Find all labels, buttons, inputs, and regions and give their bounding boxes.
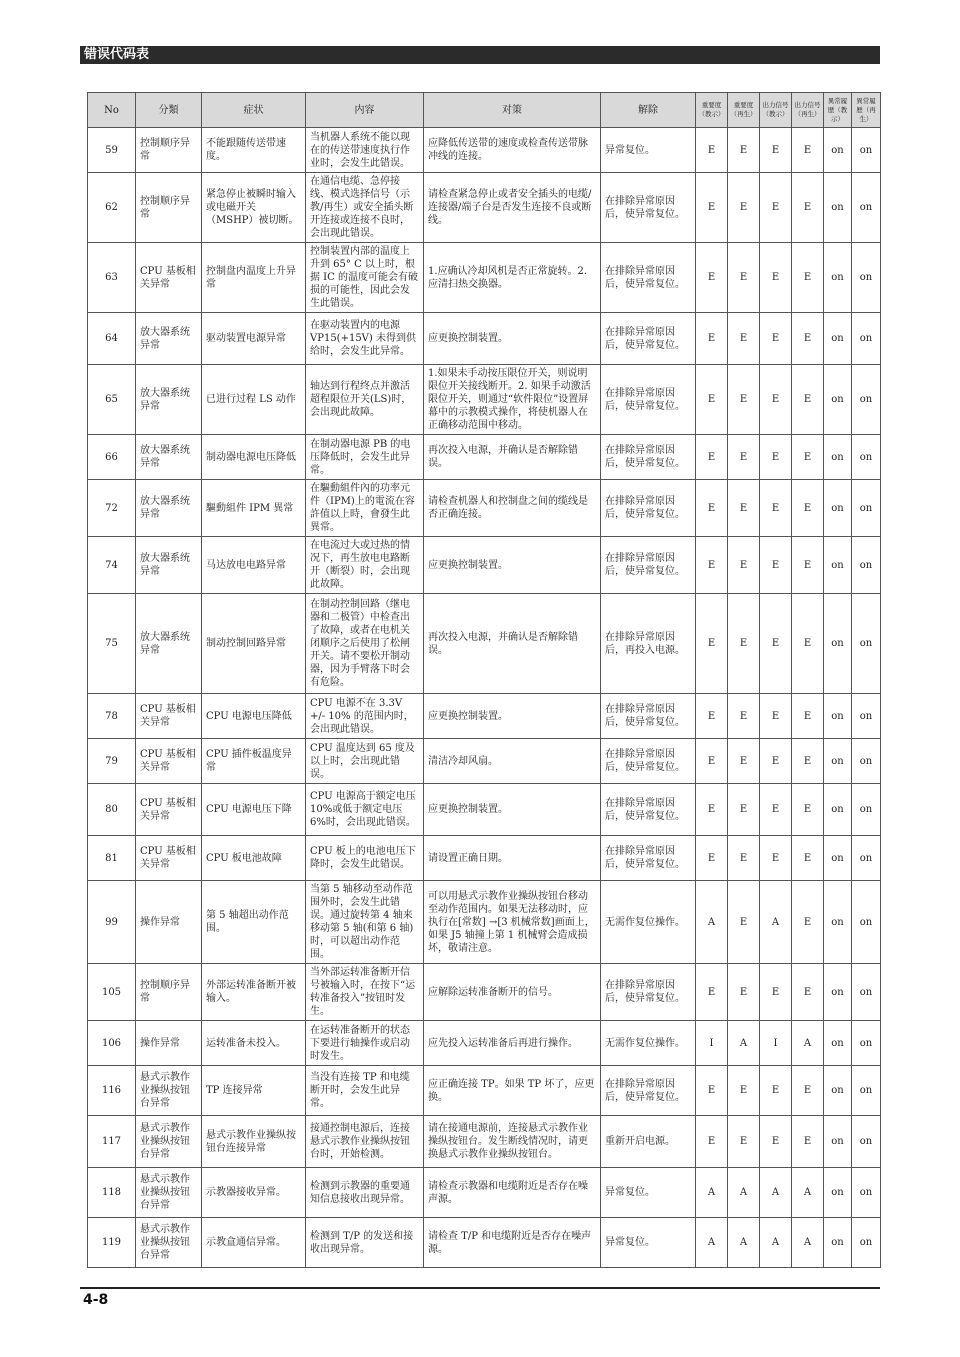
cell-no: 105 bbox=[88, 964, 136, 1021]
cell-content: CPU 板上的电池电压下降时，会发生此错误。 bbox=[306, 836, 424, 881]
cell-history-teach: on bbox=[824, 739, 852, 784]
cell-no: 65 bbox=[88, 365, 136, 435]
col-header-severity-play: 重要度（再生） bbox=[728, 93, 760, 128]
cell-release: 在排除异常原因后，使异常复位。 bbox=[601, 435, 696, 480]
cell-no: 79 bbox=[88, 739, 136, 784]
cell-countermeasure: 请检查 T/P 和电缆附近是否存在噪声源。 bbox=[424, 1218, 601, 1268]
cell-output-play: E bbox=[792, 1116, 824, 1168]
col-header-history-play: 異常履歴（再生） bbox=[852, 93, 881, 128]
cell-output-teach: E bbox=[760, 784, 792, 836]
cell-history-play: on bbox=[852, 243, 881, 313]
cell-no: 116 bbox=[88, 1066, 136, 1116]
cell-content: 在驅動組件內的功率元件（IPM)上的電流在容許值以上時，會發生此異常。 bbox=[306, 480, 424, 537]
cell-output-play: E bbox=[792, 836, 824, 881]
error-code-table bbox=[87, 92, 881, 1268]
cell-category: 放大器系统异常 bbox=[136, 594, 202, 694]
cell-history-teach: on bbox=[824, 1066, 852, 1116]
cell-no: 66 bbox=[88, 435, 136, 480]
cell-countermeasure: 清洁冷却风扇。 bbox=[424, 739, 601, 784]
cell-symptom: 示教盒通信异常。 bbox=[202, 1218, 306, 1268]
cell-output-teach: E bbox=[760, 1116, 792, 1168]
cell-output-play: E bbox=[792, 784, 824, 836]
cell-history-play: on bbox=[852, 881, 881, 964]
table-row bbox=[88, 243, 881, 313]
cell-severity-teach: E bbox=[696, 243, 728, 313]
cell-category: 放大器系统异常 bbox=[136, 537, 202, 594]
cell-content: 控制装置内部的温度上升到 65° C 以上时，根据 IC 的温度可能会有破损的可能性，因此会发生此错误。 bbox=[306, 243, 424, 313]
cell-release: 在排除异常原因后，再投入电源。 bbox=[601, 594, 696, 694]
cell-output-play: E bbox=[792, 480, 824, 537]
cell-category: 悬式示教作业操纵按钮台异常 bbox=[136, 1218, 202, 1268]
table-row bbox=[88, 964, 881, 1021]
cell-history-play: on bbox=[852, 784, 881, 836]
cell-history-teach: on bbox=[824, 694, 852, 739]
cell-output-teach: E bbox=[760, 173, 792, 243]
cell-output-teach: A bbox=[760, 1218, 792, 1268]
cell-content: 检测到 T/P 的发送和接收出现异常。 bbox=[306, 1218, 424, 1268]
cell-release: 无需作复位操作。 bbox=[601, 1021, 696, 1066]
table-row bbox=[88, 365, 881, 435]
cell-symptom: 紧急停止被瞬时输入或电磁开关（MSHP）被切断。 bbox=[202, 173, 306, 243]
cell-history-play: on bbox=[852, 739, 881, 784]
cell-symptom: 驱动装置电源异常 bbox=[202, 313, 306, 365]
cell-severity-teach: E bbox=[696, 694, 728, 739]
cell-release: 在排除异常原因后，使异常复位。 bbox=[601, 964, 696, 1021]
cell-history-teach: on bbox=[824, 881, 852, 964]
cell-category: CPU 基板相关异常 bbox=[136, 836, 202, 881]
table-row bbox=[88, 881, 881, 964]
cell-release: 在排除异常原因后，使异常复位。 bbox=[601, 480, 696, 537]
cell-severity-play: E bbox=[728, 1066, 760, 1116]
cell-severity-teach: E bbox=[696, 739, 728, 784]
cell-countermeasure: 请检查示教器和电缆附近是否存在噪声源。 bbox=[424, 1168, 601, 1218]
cell-severity-play: E bbox=[728, 739, 760, 784]
cell-output-teach: I bbox=[760, 1021, 792, 1066]
cell-output-teach: E bbox=[760, 537, 792, 594]
cell-output-play: E bbox=[792, 435, 824, 480]
table-row bbox=[88, 537, 881, 594]
cell-category: 悬式示教作业操纵按钮台异常 bbox=[136, 1168, 202, 1218]
cell-history-play: on bbox=[852, 537, 881, 594]
cell-output-teach: E bbox=[760, 435, 792, 480]
cell-release: 异常复位。 bbox=[601, 1218, 696, 1268]
cell-release: 在排除异常原因后，使异常复位。 bbox=[601, 694, 696, 739]
cell-release: 在排除异常原因后，使异常复位。 bbox=[601, 537, 696, 594]
cell-history-play: on bbox=[852, 1116, 881, 1168]
table-row bbox=[88, 313, 881, 365]
cell-category: 控制顺序异常 bbox=[136, 128, 202, 173]
cell-category: CPU 基板相关异常 bbox=[136, 694, 202, 739]
col-header-countermeasure: 对策 bbox=[424, 93, 601, 128]
col-header-severity-teach: 重要度（教示） bbox=[696, 93, 728, 128]
cell-history-play: on bbox=[852, 313, 881, 365]
cell-release: 无需作复位操作。 bbox=[601, 881, 696, 964]
cell-countermeasure: 应降低传送带的速度或检查传送带脉冲线的连接。 bbox=[424, 128, 601, 173]
cell-output-teach: E bbox=[760, 694, 792, 739]
cell-content: CPU 电源不在 3.3V +/- 10% 的范围内时，会出现此错误。 bbox=[306, 694, 424, 739]
cell-history-teach: on bbox=[824, 128, 852, 173]
cell-severity-play: E bbox=[728, 694, 760, 739]
cell-no: 75 bbox=[88, 594, 136, 694]
cell-no: 99 bbox=[88, 881, 136, 964]
table-header-row bbox=[88, 93, 881, 128]
cell-countermeasure: 应更换控制装置。 bbox=[424, 784, 601, 836]
cell-category: CPU 基板相关异常 bbox=[136, 784, 202, 836]
col-header-symptom: 症状 bbox=[202, 93, 306, 128]
cell-output-teach: E bbox=[760, 836, 792, 881]
cell-symptom: 马达放电电路异常 bbox=[202, 537, 306, 594]
cell-severity-teach: E bbox=[696, 435, 728, 480]
table-row bbox=[88, 128, 881, 173]
cell-history-teach: on bbox=[824, 1116, 852, 1168]
cell-no: 72 bbox=[88, 480, 136, 537]
cell-countermeasure: 1.如果未手动按压限位开关，则说明限位开关接线断开。2. 如果手动激活限位开关，则通过“软件限位”设置屏幕中的示教模式操作，将使机器人在正确移动范围中移动。 bbox=[424, 365, 601, 435]
cell-no: 78 bbox=[88, 694, 136, 739]
cell-symptom: 外部运转准备断开被输入。 bbox=[202, 964, 306, 1021]
cell-history-teach: on bbox=[824, 1168, 852, 1218]
cell-countermeasure: 应正确连接 TP。如果 TP 坏了，应更换。 bbox=[424, 1066, 601, 1116]
cell-history-teach: on bbox=[824, 1218, 852, 1268]
cell-severity-play: E bbox=[728, 537, 760, 594]
cell-output-teach: E bbox=[760, 480, 792, 537]
cell-symptom: 已进行过程 LS 动作 bbox=[202, 365, 306, 435]
cell-output-play: A bbox=[792, 1021, 824, 1066]
cell-no: 119 bbox=[88, 1218, 136, 1268]
col-header-no: No bbox=[88, 93, 136, 128]
cell-history-play: on bbox=[852, 1168, 881, 1218]
cell-history-teach: on bbox=[824, 313, 852, 365]
cell-severity-teach: A bbox=[696, 1168, 728, 1218]
cell-content: 检测到示教器的重要通知信息接收出现异常。 bbox=[306, 1168, 424, 1218]
cell-output-play: E bbox=[792, 243, 824, 313]
cell-countermeasure: 应先投入运转准备后再进行操作。 bbox=[424, 1021, 601, 1066]
table-row bbox=[88, 435, 881, 480]
cell-release: 异常复位。 bbox=[601, 128, 696, 173]
cell-severity-teach: E bbox=[696, 836, 728, 881]
cell-history-teach: on bbox=[824, 480, 852, 537]
cell-countermeasure: 可以用悬式示教作业操纵按钮台移动至动作范围内。如果无法移动时，应执行在[常数] →[3 机械常数]画面上，如果 J5 轴撞上第 1 机械臂会造成损坏，敬请注意。 bbox=[424, 881, 601, 964]
cell-release: 在排除异常原因后，使异常复位。 bbox=[601, 243, 696, 313]
cell-history-play: on bbox=[852, 1066, 881, 1116]
cell-severity-play: E bbox=[728, 365, 760, 435]
cell-severity-teach: E bbox=[696, 537, 728, 594]
cell-history-play: on bbox=[852, 836, 881, 881]
cell-symptom: 制动控制回路异常 bbox=[202, 594, 306, 694]
cell-output-teach: E bbox=[760, 964, 792, 1021]
cell-severity-play: E bbox=[728, 480, 760, 537]
cell-severity-teach: E bbox=[696, 594, 728, 694]
cell-no: 80 bbox=[88, 784, 136, 836]
cell-no: 59 bbox=[88, 128, 136, 173]
cell-content: 当没有连接 TP 和电缆断开时，会发生此异常。 bbox=[306, 1066, 424, 1116]
cell-output-teach: A bbox=[760, 881, 792, 964]
cell-no: 74 bbox=[88, 537, 136, 594]
col-header-output-teach: 出力信号（教示） bbox=[760, 93, 792, 128]
cell-history-teach: on bbox=[824, 243, 852, 313]
cell-severity-play: E bbox=[728, 836, 760, 881]
cell-severity-play: E bbox=[728, 435, 760, 480]
cell-countermeasure: 请在接通电源前，连接悬式示教作业操纵按钮台。发生断线情况时，请更换悬式示教作业操纵按钮台。 bbox=[424, 1116, 601, 1168]
cell-category: 控制顺序异常 bbox=[136, 173, 202, 243]
table-row bbox=[88, 1116, 881, 1168]
cell-severity-play: E bbox=[728, 128, 760, 173]
cell-output-teach: E bbox=[760, 739, 792, 784]
cell-severity-play: E bbox=[728, 881, 760, 964]
cell-severity-teach: E bbox=[696, 128, 728, 173]
cell-countermeasure: 请检查机器人和控制盘之间的缆线是否正确连接。 bbox=[424, 480, 601, 537]
cell-history-teach: on bbox=[824, 365, 852, 435]
cell-symptom: 第 5 轴超出动作范围。 bbox=[202, 881, 306, 964]
cell-content: 在驱动装置内的电源 VP15(+15V) 未得到供给时，会发生此异常。 bbox=[306, 313, 424, 365]
cell-category: CPU 基板相关异常 bbox=[136, 739, 202, 784]
cell-no: 81 bbox=[88, 836, 136, 881]
cell-content: CPU 电源高于额定电压 10%或低于额定电压 6%时，会出现此错误。 bbox=[306, 784, 424, 836]
cell-output-play: E bbox=[792, 365, 824, 435]
cell-output-teach: E bbox=[760, 128, 792, 173]
cell-output-teach: A bbox=[760, 1168, 792, 1218]
cell-symptom: 悬式示教作业操纵按钮台连接异常 bbox=[202, 1116, 306, 1168]
cell-severity-play: E bbox=[728, 1116, 760, 1168]
cell-content: 接通控制电源后，连接悬式示教作业操纵按钮台时，开始检测。 bbox=[306, 1116, 424, 1168]
cell-symptom: CPU 电源电压下降 bbox=[202, 784, 306, 836]
table-row bbox=[88, 1168, 881, 1218]
cell-output-play: A bbox=[792, 1218, 824, 1268]
cell-history-teach: on bbox=[824, 964, 852, 1021]
cell-history-teach: on bbox=[824, 537, 852, 594]
cell-content: 当外部运转准备断开信号被输入时，在按下“运转准备投入”按钮时发生。 bbox=[306, 964, 424, 1021]
cell-severity-play: E bbox=[728, 594, 760, 694]
table-row bbox=[88, 173, 881, 243]
cell-symptom: 控制盘内温度上升异常 bbox=[202, 243, 306, 313]
cell-countermeasure: 1.应确认冷却风机是否正常旋转。2.应清扫热交换器。 bbox=[424, 243, 601, 313]
table-row bbox=[88, 1218, 881, 1268]
cell-severity-teach: E bbox=[696, 784, 728, 836]
cell-history-teach: on bbox=[824, 435, 852, 480]
cell-severity-play: A bbox=[728, 1021, 760, 1066]
cell-severity-play: A bbox=[728, 1168, 760, 1218]
cell-history-play: on bbox=[852, 173, 881, 243]
cell-category: 悬式示教作业操纵按钮台异常 bbox=[136, 1066, 202, 1116]
cell-history-teach: on bbox=[824, 173, 852, 243]
cell-severity-teach: E bbox=[696, 173, 728, 243]
cell-history-play: on bbox=[852, 128, 881, 173]
cell-content: 在通信电缆、急停接线、模式选择信号（示教/再生）或安全插头断开连接或连接不良时，会出现此错误。 bbox=[306, 173, 424, 243]
table-row bbox=[88, 1021, 881, 1066]
cell-history-play: on bbox=[852, 1021, 881, 1066]
cell-release: 重新开启电源。 bbox=[601, 1116, 696, 1168]
cell-output-play: E bbox=[792, 694, 824, 739]
cell-severity-teach: I bbox=[696, 1021, 728, 1066]
cell-release: 在排除异常原因后，使异常复位。 bbox=[601, 784, 696, 836]
cell-category: 放大器系统异常 bbox=[136, 313, 202, 365]
page-number: 4-8 bbox=[83, 1292, 109, 1308]
cell-no: 106 bbox=[88, 1021, 136, 1066]
cell-history-play: on bbox=[852, 435, 881, 480]
cell-history-play: on bbox=[852, 694, 881, 739]
cell-output-play: E bbox=[792, 739, 824, 784]
cell-release: 在排除异常原因后，使异常复位。 bbox=[601, 313, 696, 365]
cell-category: 放大器系统异常 bbox=[136, 435, 202, 480]
cell-history-play: on bbox=[852, 365, 881, 435]
cell-symptom: CPU 插件板温度异常 bbox=[202, 739, 306, 784]
table-row bbox=[88, 739, 881, 784]
table-row bbox=[88, 480, 881, 537]
cell-countermeasure: 应更换控制装置。 bbox=[424, 313, 601, 365]
cell-countermeasure: 再次投入电源，并确认是否解除错误。 bbox=[424, 435, 601, 480]
cell-output-play: E bbox=[792, 964, 824, 1021]
cell-severity-play: E bbox=[728, 964, 760, 1021]
cell-category: CPU 基板相关异常 bbox=[136, 243, 202, 313]
col-header-category: 分類 bbox=[136, 93, 202, 128]
col-header-history-teach: 異常履歴（教示） bbox=[824, 93, 852, 128]
cell-countermeasure: 应更换控制装置。 bbox=[424, 537, 601, 594]
cell-severity-teach: E bbox=[696, 480, 728, 537]
table-row bbox=[88, 836, 881, 881]
cell-symptom: TP 连接异常 bbox=[202, 1066, 306, 1116]
cell-symptom: CPU 电源电压降低 bbox=[202, 694, 306, 739]
cell-output-play: E bbox=[792, 313, 824, 365]
cell-history-teach: on bbox=[824, 594, 852, 694]
cell-content: 在运转准备断开的状态下要进行轴操作或启动时发生。 bbox=[306, 1021, 424, 1066]
cell-output-play: E bbox=[792, 594, 824, 694]
cell-category: 放大器系统异常 bbox=[136, 480, 202, 537]
cell-no: 64 bbox=[88, 313, 136, 365]
cell-history-teach: on bbox=[824, 784, 852, 836]
cell-category: 操作异常 bbox=[136, 881, 202, 964]
cell-release: 在排除异常原因后，使异常复位。 bbox=[601, 836, 696, 881]
cell-history-play: on bbox=[852, 964, 881, 1021]
cell-severity-teach: A bbox=[696, 881, 728, 964]
cell-history-play: on bbox=[852, 1218, 881, 1268]
cell-content: 轴达到行程终点并激活超程限位开关(LS)时，会出现此故障。 bbox=[306, 365, 424, 435]
cell-symptom: 驅動組件 IPM 異常 bbox=[202, 480, 306, 537]
table-row bbox=[88, 1066, 881, 1116]
cell-severity-teach: E bbox=[696, 1116, 728, 1168]
cell-history-play: on bbox=[852, 480, 881, 537]
cell-output-teach: E bbox=[760, 313, 792, 365]
col-header-content: 内容 bbox=[306, 93, 424, 128]
cell-severity-teach: A bbox=[696, 1218, 728, 1268]
cell-release: 在排除异常原因后，使异常复位。 bbox=[601, 173, 696, 243]
cell-output-teach: E bbox=[760, 594, 792, 694]
cell-symptom: 不能跟随传送带速度。 bbox=[202, 128, 306, 173]
cell-countermeasure: 再次投入电源，并确认是否解除错误。 bbox=[424, 594, 601, 694]
cell-release: 在排除异常原因后，使异常复位。 bbox=[601, 739, 696, 784]
cell-symptom: 制动器电源电压降低 bbox=[202, 435, 306, 480]
cell-countermeasure: 请设置正确日期。 bbox=[424, 836, 601, 881]
cell-no: 117 bbox=[88, 1116, 136, 1168]
cell-content: 在制动控制回路（继电器和二极管）中检查出了故障，或者在电机关闭顺序之后使用了松闸开关。请不要松开制动器，因为手臂落下时会有危险。 bbox=[306, 594, 424, 694]
cell-release: 在排除异常原因后，使异常复位。 bbox=[601, 1066, 696, 1116]
cell-countermeasure: 请检查紧急停止或者安全插头的电缆/连接器/端子台是否发生连接不良或断线。 bbox=[424, 173, 601, 243]
cell-content: 当机器人系统不能以现在的传送带速度执行作业时，会发生此错误。 bbox=[306, 128, 424, 173]
cell-severity-play: E bbox=[728, 313, 760, 365]
cell-symptom: 示教器接收异常。 bbox=[202, 1168, 306, 1218]
page-title: 错误代码表 bbox=[84, 47, 150, 62]
cell-category: 操作异常 bbox=[136, 1021, 202, 1066]
table-row bbox=[88, 784, 881, 836]
cell-history-play: on bbox=[852, 594, 881, 694]
col-header-output-play: 出力信号（再生） bbox=[792, 93, 824, 128]
cell-output-play: E bbox=[792, 537, 824, 594]
cell-output-teach: E bbox=[760, 243, 792, 313]
cell-output-teach: E bbox=[760, 1066, 792, 1116]
cell-history-teach: on bbox=[824, 836, 852, 881]
cell-output-play: E bbox=[792, 881, 824, 964]
cell-category: 控制顺序异常 bbox=[136, 964, 202, 1021]
cell-output-teach: E bbox=[760, 365, 792, 435]
cell-output-play: E bbox=[792, 1066, 824, 1116]
table-row bbox=[88, 594, 881, 694]
cell-countermeasure: 应更换控制装置。 bbox=[424, 694, 601, 739]
cell-severity-play: E bbox=[728, 784, 760, 836]
cell-symptom: CPU 板电池故障 bbox=[202, 836, 306, 881]
cell-category: 放大器系统异常 bbox=[136, 365, 202, 435]
cell-severity-teach: E bbox=[696, 365, 728, 435]
cell-release: 在排除异常原因后，使异常复位。 bbox=[601, 365, 696, 435]
cell-no: 62 bbox=[88, 173, 136, 243]
cell-content: CPU 温度达到 65 度及以上时，会出现此错误。 bbox=[306, 739, 424, 784]
cell-no: 63 bbox=[88, 243, 136, 313]
cell-symptom: 运转准备未投入。 bbox=[202, 1021, 306, 1066]
cell-release: 异常复位。 bbox=[601, 1168, 696, 1218]
cell-severity-play: E bbox=[728, 243, 760, 313]
cell-no: 118 bbox=[88, 1168, 136, 1218]
cell-countermeasure: 应解除运转准备断开的信号。 bbox=[424, 964, 601, 1021]
cell-severity-play: A bbox=[728, 1218, 760, 1268]
cell-content: 当第 5 轴移动至动作范围外时，会发生此错误。通过旋转第 4 轴来移动第 5 轴(和第 6 轴)时，可以超出动作范围。 bbox=[306, 881, 424, 964]
cell-severity-teach: E bbox=[696, 313, 728, 365]
footer-rule bbox=[80, 1287, 880, 1289]
cell-history-teach: on bbox=[824, 1021, 852, 1066]
cell-severity-teach: E bbox=[696, 964, 728, 1021]
cell-category: 悬式示教作业操纵按钮台异常 bbox=[136, 1116, 202, 1168]
cell-output-play: A bbox=[792, 1168, 824, 1218]
cell-severity-teach: E bbox=[696, 1066, 728, 1116]
cell-severity-play: E bbox=[728, 173, 760, 243]
cell-content: 在电流过大或过热的情况下，再生放电电路断开（断裂）时，会出现此故障。 bbox=[306, 537, 424, 594]
cell-output-play: E bbox=[792, 173, 824, 243]
page-header-bar bbox=[80, 46, 880, 64]
cell-content: 在制动器电源 PB 的电压降低时，会发生此异常。 bbox=[306, 435, 424, 480]
cell-output-play: E bbox=[792, 128, 824, 173]
col-header-release: 解除 bbox=[601, 93, 696, 128]
table-row bbox=[88, 694, 881, 739]
table-body bbox=[88, 128, 881, 1268]
